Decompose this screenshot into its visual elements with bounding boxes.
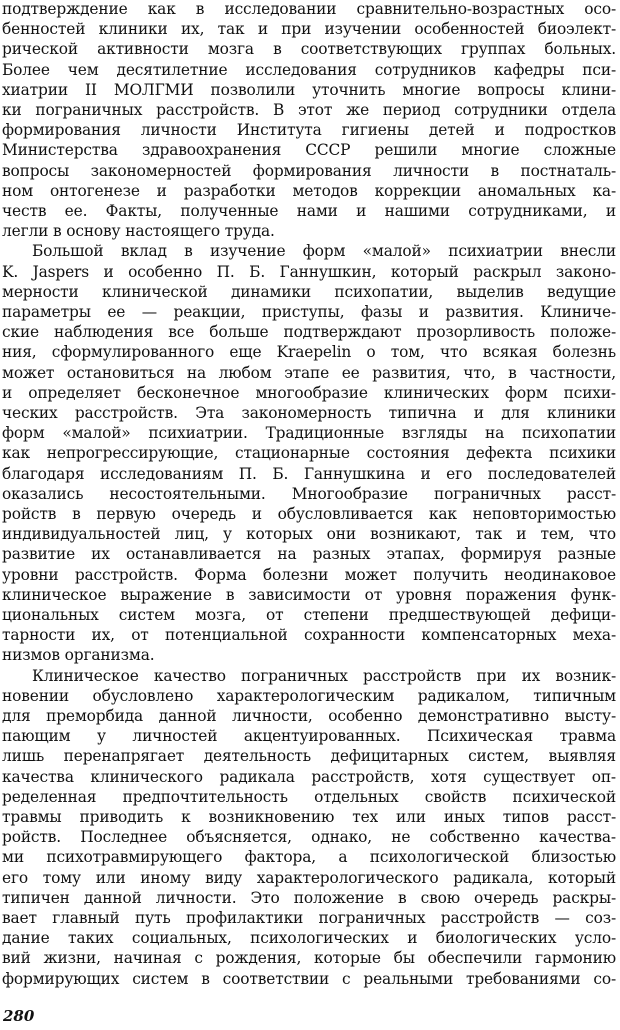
text-line: K. Jaspers и особенно П. Б. Ганнушкин, который раскрыл законо- (2, 262, 616, 281)
text-line: качества клинического радикала расстройств, хотя существует оп- (2, 767, 616, 786)
text-line: ния, сформулированного еще Kraepelin о том, что всякая болезнь (2, 343, 616, 362)
page-number: 280 (3, 1007, 35, 1025)
text-line: как непрогрессирующие, стационарные состояния дефекта психики (2, 444, 616, 463)
text-line: развитие их останавливается на разных этапах, формируя разные (2, 545, 616, 564)
text-line: подтверждение как в исследовании сравнительно-возрастных осо- (2, 0, 616, 18)
text-line: уровни расстройств. Форма болезни может получить неодинаковое (2, 565, 616, 584)
text-line: ном онтогенезе и разработки методов коррекции аномальных ка- (2, 181, 616, 200)
text-line: травмы приводить к возникновению тех или иных типов расст- (2, 808, 616, 826)
text-line: ми психотравмирующего фактора, а психологической близостью (2, 848, 616, 867)
text-line: и определяет бесконечное многообразие клинических форм психи- (2, 383, 616, 402)
text-line: хиатрии II МОЛГМИ позволили уточнить многие вопросы клини- (2, 80, 616, 99)
text-line: ределенная предпочтительность отдельных свойств психической (2, 787, 616, 806)
text-line: Большой вклад в изучение форм «малой» психиатрии внесли (32, 242, 616, 261)
text-line: вий жизни, начиная с рождения, которые бы обеспечили гармонию (2, 949, 616, 968)
text-line: бенностей клиники их, так и при изучении особенностей биоэлект- (2, 20, 616, 39)
text-line: для преморбида данной личности, особенно демонстративно высту- (2, 707, 616, 725)
text-line: его тому или иному виду характерологического радикала, который (2, 868, 616, 887)
text-line: индивидуальностей лиц, у которых они возникают, так и тем, что (2, 525, 616, 544)
text-line: ройств в первую очередь и обусловливается как неповторимостью (2, 505, 616, 523)
text-line: новении обусловлено характерологическим радикалом, типичным (2, 686, 616, 705)
text-line: дание таких социальных, психологических и биологических усло- (2, 929, 616, 948)
text-line: мерности клинической динамики психопатии, выделив ведущие (2, 282, 616, 301)
text-line: параметры ее — реакции, приступы, фазы и развития. Клиниче- (2, 303, 616, 321)
text-line: ки пограничных расстройств. В этот же период сотрудники отдела (2, 101, 616, 119)
text-line: клиническое выражение в зависимости от уровня поражения функ- (2, 585, 616, 604)
text-line: пающим у личностей акцентуированных. Психическая травма (2, 727, 616, 746)
text-line: честв ее. Факты, полученные нами и нашими сотрудниками, и (2, 202, 616, 220)
text-line: форм «малой» психиатрии. Традиционные взгляды на психопатии (2, 424, 616, 443)
text-line: ройств. Последнее объясняется, однако, не собственно качества- (2, 828, 616, 847)
text-line: циональных систем мозга, от степени предшествующей дефици- (2, 606, 616, 624)
text-line: Клиническое качество пограничных расстройств при их возник- (32, 666, 616, 685)
text-line: формирования личности Института гигиены детей и подростков (2, 121, 616, 140)
text-line: лишь перенапрягает деятельность дефицитарных систем, выявляя (2, 747, 616, 766)
text-line: вопросы закономерностей формирования личности в постнаталь- (2, 161, 616, 180)
text-line: может остановиться на любом этапе ее развития, что, в частности, (2, 363, 616, 382)
text-line: вает главный путь профилактики пограничных расстройств — соз- (2, 909, 616, 927)
text-line: формирующих систем в соответствии с реальными требованиями со- (2, 969, 616, 988)
text-line: благодаря исследованиям П. Б. Ганнушкина и его последователей (2, 464, 616, 483)
text-line: тарности их, от потенциальной сохранности компенсаторных меха- (2, 626, 616, 645)
text-line: типичен данной личности. Это положение в свою очередь раскры- (2, 888, 616, 907)
text-line: ские наблюдения все больше подтверждают прозорливость положе- (2, 323, 616, 342)
text-line: рической активности мозга в соответствующих группах больных. (2, 40, 616, 59)
text-line: Более чем десятилетние исследования сотрудников кафедры пси- (2, 60, 616, 79)
text-line: Министерства здравоохранения СССР решили многие сложные (2, 141, 616, 160)
text-line: оказались несостоятельными. Многообразие пограничных расст- (2, 484, 616, 503)
text-line: легли в основу настоящего труда. (2, 222, 275, 241)
text-line: ческих расстройств. Эта закономерность типична и для клиники (2, 404, 616, 422)
text-line: низмов организма. (2, 646, 155, 665)
